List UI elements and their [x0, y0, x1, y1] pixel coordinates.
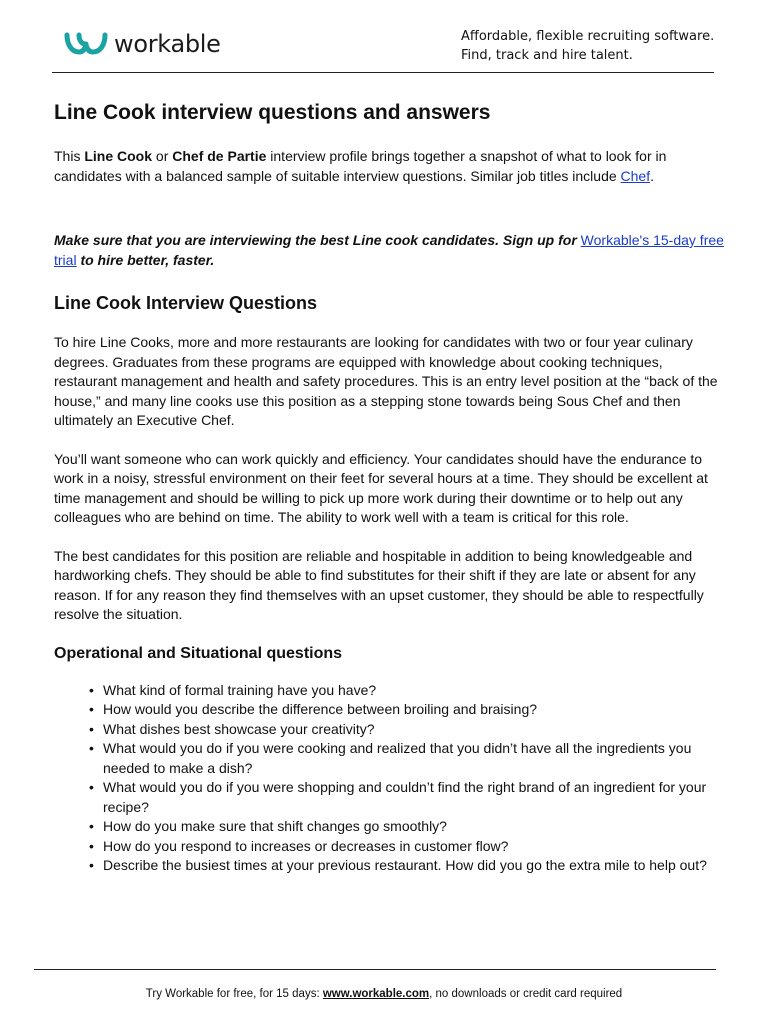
question-text: What would you do if you were cooking and realized that you didn’t have all the ingredients you needed to make a dish?	[103, 740, 692, 776]
footer-pre: Try Workable for free, for 15 days:	[145, 988, 323, 1000]
question-text: What dishes best showcase your creativity?	[103, 720, 375, 737]
brand-name: workable	[114, 30, 221, 58]
list-item	[54, 856, 724, 876]
page-header	[0, 0, 768, 74]
free-trial-link[interactable]: Workable's 15-day free trial	[54, 232, 724, 268]
footer-link[interactable]: www.workable.com	[322, 988, 430, 1000]
body-paragraph-1: To hire Line Cooks, more and more restaurants are looking for candidates with two or four year culinary degrees. Graduates from these programs are equipped with knowledge about cooking techniques, restaurant management and health and safety procedures. This is an entry level position at the “back of the house,” and many line cooks use this position as a stepping stone towards being Sous Chef and then ultimately an Executive Chef.	[54, 334, 718, 428]
intro-or: or	[152, 148, 173, 164]
workable-logo[interactable]	[64, 30, 221, 58]
list-item	[54, 837, 724, 857]
body-paragraph-3: The best candidates for this position are reliable and hospitable in addition to being knowledgeable and hardworking chefs. They should be able to find substitutes for their shift if they are late or absent for any reason. If for any reason they find themselves with an upset customer, they should be able to respectfully resolve the situation.	[54, 547, 704, 622]
intro-pre: This	[54, 148, 85, 164]
workable-logo-icon	[64, 31, 108, 57]
bullet-icon: •	[89, 857, 94, 873]
list-item	[54, 817, 724, 837]
tagline	[461, 27, 714, 65]
list-item	[54, 720, 724, 740]
question-text: How would you describe the difference between broiling and braising?	[103, 701, 538, 717]
question-text: What kind of formal training have you have?	[103, 681, 377, 698]
role-line-cook: Line Cook	[84, 148, 153, 164]
role-chef-de-partie: Chef de Partie	[172, 148, 267, 164]
intro-paragraph	[54, 147, 724, 186]
list-item	[54, 778, 724, 817]
header-divider	[52, 72, 714, 73]
page-title: Line Cook interview questions and answers	[54, 101, 491, 124]
question-list	[54, 681, 724, 876]
footer-post: , no downloads or credit card required	[429, 988, 623, 1000]
bullet-icon: •	[89, 818, 94, 834]
subsection-title: Operational and Situational questions	[54, 644, 343, 662]
footer-divider	[34, 969, 716, 970]
intro-mid: interview profile brings together a snapshot of what to look for in candidates with a balanced sample of suitable interview questions. Similar job titles include	[54, 148, 667, 184]
bullet-icon: •	[89, 720, 94, 737]
question-text: How do you make sure that shift changes go smoothly?	[103, 818, 447, 834]
section-title: Line Cook Interview Questions	[54, 293, 318, 313]
question-text: How do you respond to increases or decreases in customer flow?	[103, 837, 509, 854]
page-footer	[0, 988, 768, 1000]
bullet-icon: •	[89, 701, 94, 717]
list-item	[54, 681, 724, 701]
bullet-icon: •	[89, 681, 94, 698]
tagline-line-2: Find, track and hire talent.	[461, 48, 633, 63]
question-text: What would you do if you were shopping and couldn’t find the right brand of an ingredient for your recipe?	[103, 779, 707, 815]
tagline-line-1: Affordable, flexible recruiting software.	[461, 29, 715, 44]
cta-end: to hire better, faster.	[76, 251, 215, 268]
chef-link[interactable]: Chef	[620, 167, 651, 184]
list-item	[54, 739, 724, 778]
bullet-icon: •	[89, 837, 94, 854]
body-paragraph-2: You’ll want someone who can work quickly and efficiency. Your candidates should have the endurance to work in a noisy, stressful environment on their feet for several hours at a time. They should be excellent at time management and should be willing to pick up more work during their downtime or to help out any colleagues who are behind on time. The ability to work well with a team is critical for this role.	[54, 450, 708, 525]
bullet-icon: •	[89, 779, 94, 795]
document-body	[54, 98, 724, 876]
bullet-icon: •	[89, 740, 94, 756]
question-text: Describe the busiest times at your previous restaurant. How did you go the extra mile to help out?	[103, 857, 707, 873]
intro-end: .	[650, 167, 654, 184]
cta-text: Make sure that you are interviewing the best Line cook candidates. Sign up for	[54, 232, 581, 248]
cta-paragraph	[54, 231, 724, 270]
list-item	[54, 700, 724, 720]
